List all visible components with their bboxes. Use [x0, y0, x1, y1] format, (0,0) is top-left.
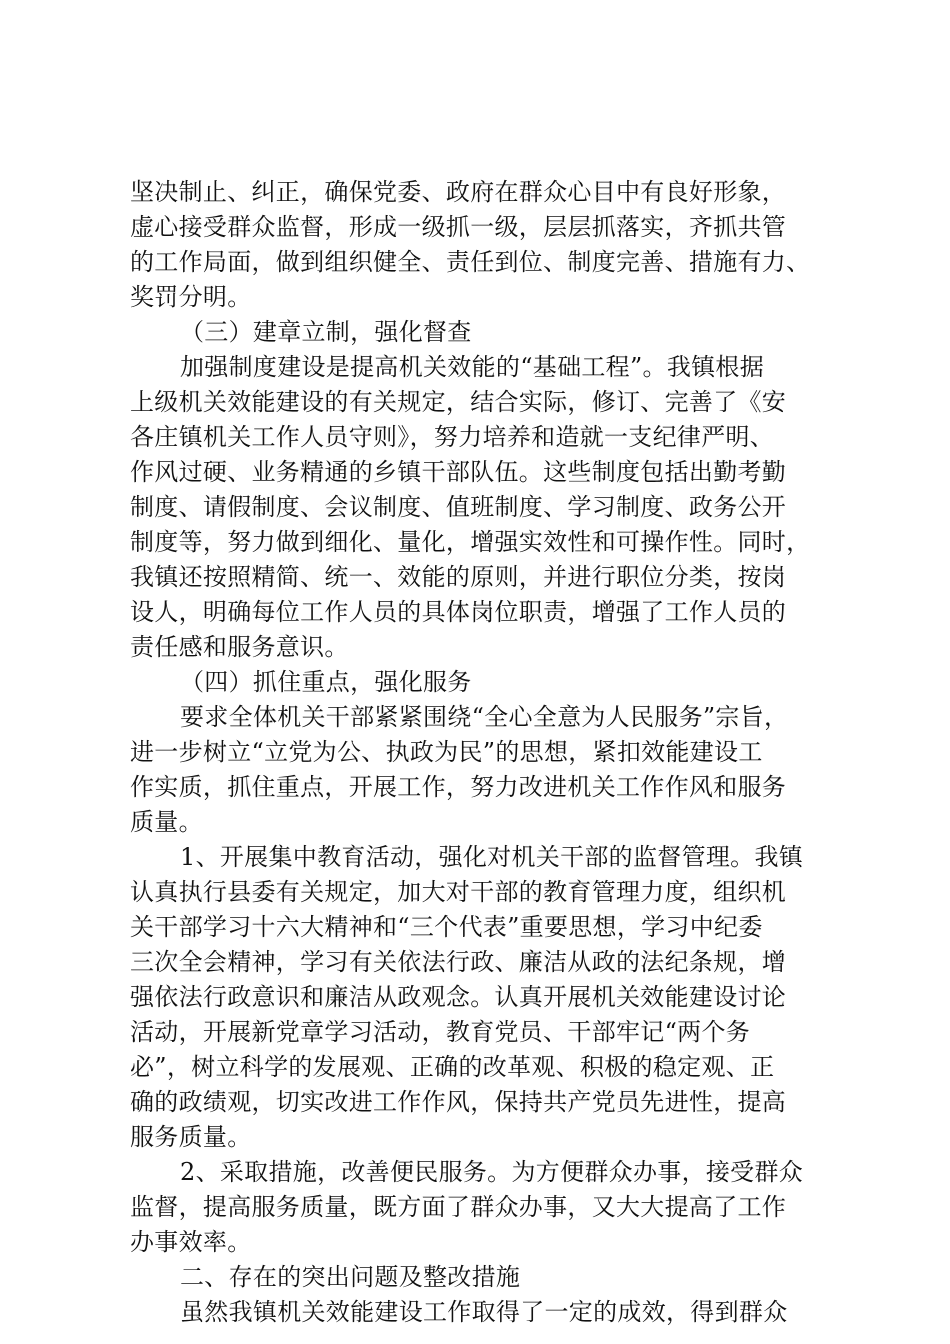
- text-line: 的工作局面，做到组织健全、责任到位、制度完善、措施有力、: [130, 248, 811, 276]
- text-line: 强依法行政意识和廉洁从政观念。认真开展机关效能建设讨论: [130, 983, 787, 1011]
- section-heading-4: （四）抓住重点，强化服务: [180, 668, 472, 696]
- text-line: 虚心接受群众监督，形成一级抓一级，层层抓落实，齐抓共管: [130, 213, 787, 241]
- section-heading-3: （三）建章立制，强化督查: [180, 318, 472, 346]
- text-line: 2、采取措施，改善便民服务。为方便群众办事，接受群众: [180, 1158, 804, 1186]
- text-line: 关干部学习十六大精神和“三个代表”重要思想，学习中纪委: [130, 913, 763, 941]
- text-line: 坚决制止、纠正，确保党委、政府在群众心目中有良好形象，: [130, 178, 787, 206]
- text-line: 活动，开展新党章学习活动，教育党员、干部牢记“两个务: [130, 1018, 751, 1046]
- text-line: 各庄镇机关工作人员守则》，努力培养和造就一支纪律严明、: [130, 423, 775, 451]
- text-line: 要求全体机关干部紧紧围绕“全心全意为人民服务”宗旨，: [180, 703, 789, 731]
- text-line: 认真执行县委有关规定，加大对干部的教育管理力度，组织机: [130, 878, 787, 906]
- text-line: 我镇还按照精简、统一、效能的原则，并进行职位分类，按岗: [130, 563, 787, 591]
- text-line: 上级机关效能建设的有关规定，结合实际，修订、完善了《安: [130, 388, 787, 416]
- text-line: 监督，提高服务质量，既方面了群众办事，又大大提高了工作: [130, 1193, 787, 1221]
- text-line: 作实质，抓住重点，开展工作，努力改进机关工作作风和服务: [130, 773, 787, 801]
- text-line: 设人，明确每位工作人员的具体岗位职责，增强了工作人员的: [130, 598, 787, 626]
- text-line: 确的政绩观，切实改进工作作风，保持共产党员先进性，提高: [130, 1088, 787, 1116]
- text-line: 必”，树立科学的发展观、正确的改革观、积极的稳定观、正: [130, 1053, 775, 1081]
- text-line: 加强制度建设是提高机关效能的“基础工程”。我镇根据: [180, 353, 765, 381]
- text-line: 作风过硬、业务精通的乡镇干部队伍。这些制度包括出勤考勤: [130, 458, 787, 486]
- text-line: 进一步树立“立党为公、执政为民”的思想，紧扣效能建设工: [130, 738, 763, 766]
- text-line: 责任感和服务意识。: [130, 633, 349, 661]
- text-line: 三次全会精神，学习有关依法行政、廉洁从政的法纪条规，增: [130, 948, 787, 976]
- text-line: 制度等，努力做到细化、量化，增强实效性和可操作性。同时，: [130, 528, 811, 556]
- text-line: 虽然我镇机关效能建设工作取得了一定的成效，得到群众: [180, 1298, 788, 1326]
- text-line: 质量。: [130, 808, 203, 836]
- text-line: 奖罚分明。: [130, 283, 252, 311]
- section-heading-2: 二、存在的突出问题及整改措施: [180, 1263, 521, 1291]
- text-line: 制度、请假制度、会议制度、值班制度、学习制度、政务公开: [130, 493, 787, 521]
- text-line: 1、开展集中教育活动，强化对机关干部的监督管理。我镇: [180, 843, 804, 871]
- text-line: 办事效率。: [130, 1228, 252, 1256]
- text-line: 服务质量。: [130, 1123, 252, 1151]
